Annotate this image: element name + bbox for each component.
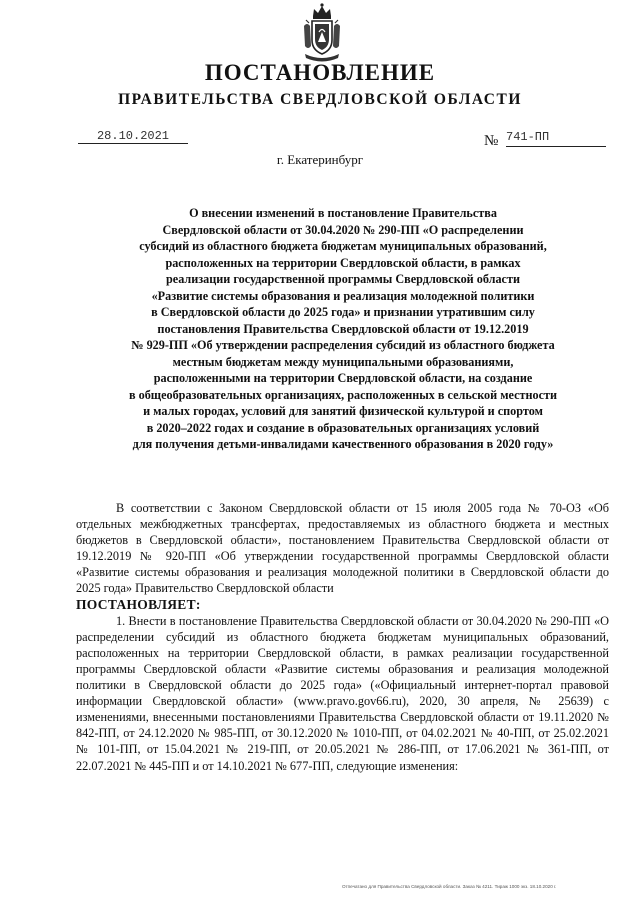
heading-line: в 2020–2022 годах и создание в образовательных организациях условий (146, 420, 540, 435)
document-subtitle: ПРАВИТЕЛЬСТВА СВЕРДЛОВСКОЙ ОБЛАСТИ (118, 91, 522, 108)
document-date (78, 129, 188, 144)
document-title: ПОСТАНОВЛЕНИЕ (204, 60, 436, 85)
print-note: Отпечатано для Правительства Свердловской области. Заказ № 4211. Тираж 1000 экз. 18.10.2020 г. (342, 884, 557, 889)
date-underline (78, 143, 188, 144)
number-underline (506, 146, 606, 147)
heading-line: «Развитие системы образования и реализация молодежной политики (151, 288, 535, 303)
preamble-paragraph: В соответствии с Законом Свердловской области от 15 июля 2005 года № 70-ОЗ «Об отдельных межбюджетных трансфертах, предоставляемых из областного бюджета и местных бюджетов в Свердловской области», постановлением Правительства Свердловской области от 19.12.2019 № 920-ПП «Об утверждении государственной программы Свердловской области «Развитие системы образования и реализация молодежной политики в Свердловской области до 2025 года» Правительство Свердловской области (76, 501, 609, 596)
heading-line: в Свердловской области до 2025 года» и признании утратившим силу (151, 305, 535, 319)
heading-line: № 929-ПП «Об утверждении распределения субсидий из областного бюджета (131, 338, 555, 352)
heading-line: Свердловской области от 30.04.2020 № 290-ПП «О распределении (162, 222, 524, 237)
heading-line: расположенных на территории Свердловской области, в рамках (165, 255, 521, 270)
number-sign: № (484, 133, 499, 149)
heading-line: субсидий из областного бюджета бюджетам муниципальных образований, (139, 239, 547, 253)
decides-heading: ПОСТАНОВЛЯЕТ: (76, 596, 201, 612)
heading-line: в общеобразовательных организациях, расположенных в сельской местности (128, 387, 558, 402)
heading-line: расположенными на территории Свердловской области, на создание (153, 371, 533, 385)
document-heading (78, 205, 608, 453)
coat-of-arms-emblem (302, 2, 342, 64)
heading-line: реализации государственной программы Свердловской области (166, 272, 520, 286)
heading-line: и малых городах, условий для занятий физической культурой и спортом (143, 404, 543, 418)
heading-line: О внесении изменений в постановление Правительства (189, 206, 497, 220)
heading-line: постановления Правительства Свердловской области от 19.12.2019 (157, 321, 529, 336)
item-1-paragraph: 1. Внести в постановление Правительства Свердловской области от 30.04.2020 № 290-ПП «О распределении субсидий из областного бюджета бюджетам муниципальных образований, расположенных на территории Свердловской области, в рамках реализации государственной программы Свердловской области «Развитие системы образования и реализация молодежной политики в Свердловской области до 2025 года» («Официальный интернет-портал правовой информации Свердловской области» (www.pravo.gov66.ru), 2020, 30 апреля, № 25639) с изменениями, внесенными постановлениями Правительства Свердловской области от 19.11.2020 № 842-ПП, от 24.12.2020 № 985-ПП, от 30.12.2020 № 1010-ПП, от 04.02.2021 № 40-ПП, от 25.02.2021 № 101-ПП, от 15.04.2021 № 219-ПП, от 20.05.2021 № 286-ПП, от 17.06.2021 № 361-ПП, от 22.07.2021 № 445-ПП и от 14.10.2021 № 677-ПП, следующие изменения: (76, 613, 609, 773)
document-number-value: 741-ПП (506, 130, 550, 144)
heading-line: для получения детьми-инвалидами качественного образования в 2020 году» (132, 437, 554, 451)
heading-line: местным бюджетам между муниципальными образованиями, (172, 354, 514, 369)
document-body (76, 500, 609, 774)
document-city: г. Екатеринбург (276, 152, 364, 167)
document-date-value: 28.10.2021 (96, 129, 169, 143)
